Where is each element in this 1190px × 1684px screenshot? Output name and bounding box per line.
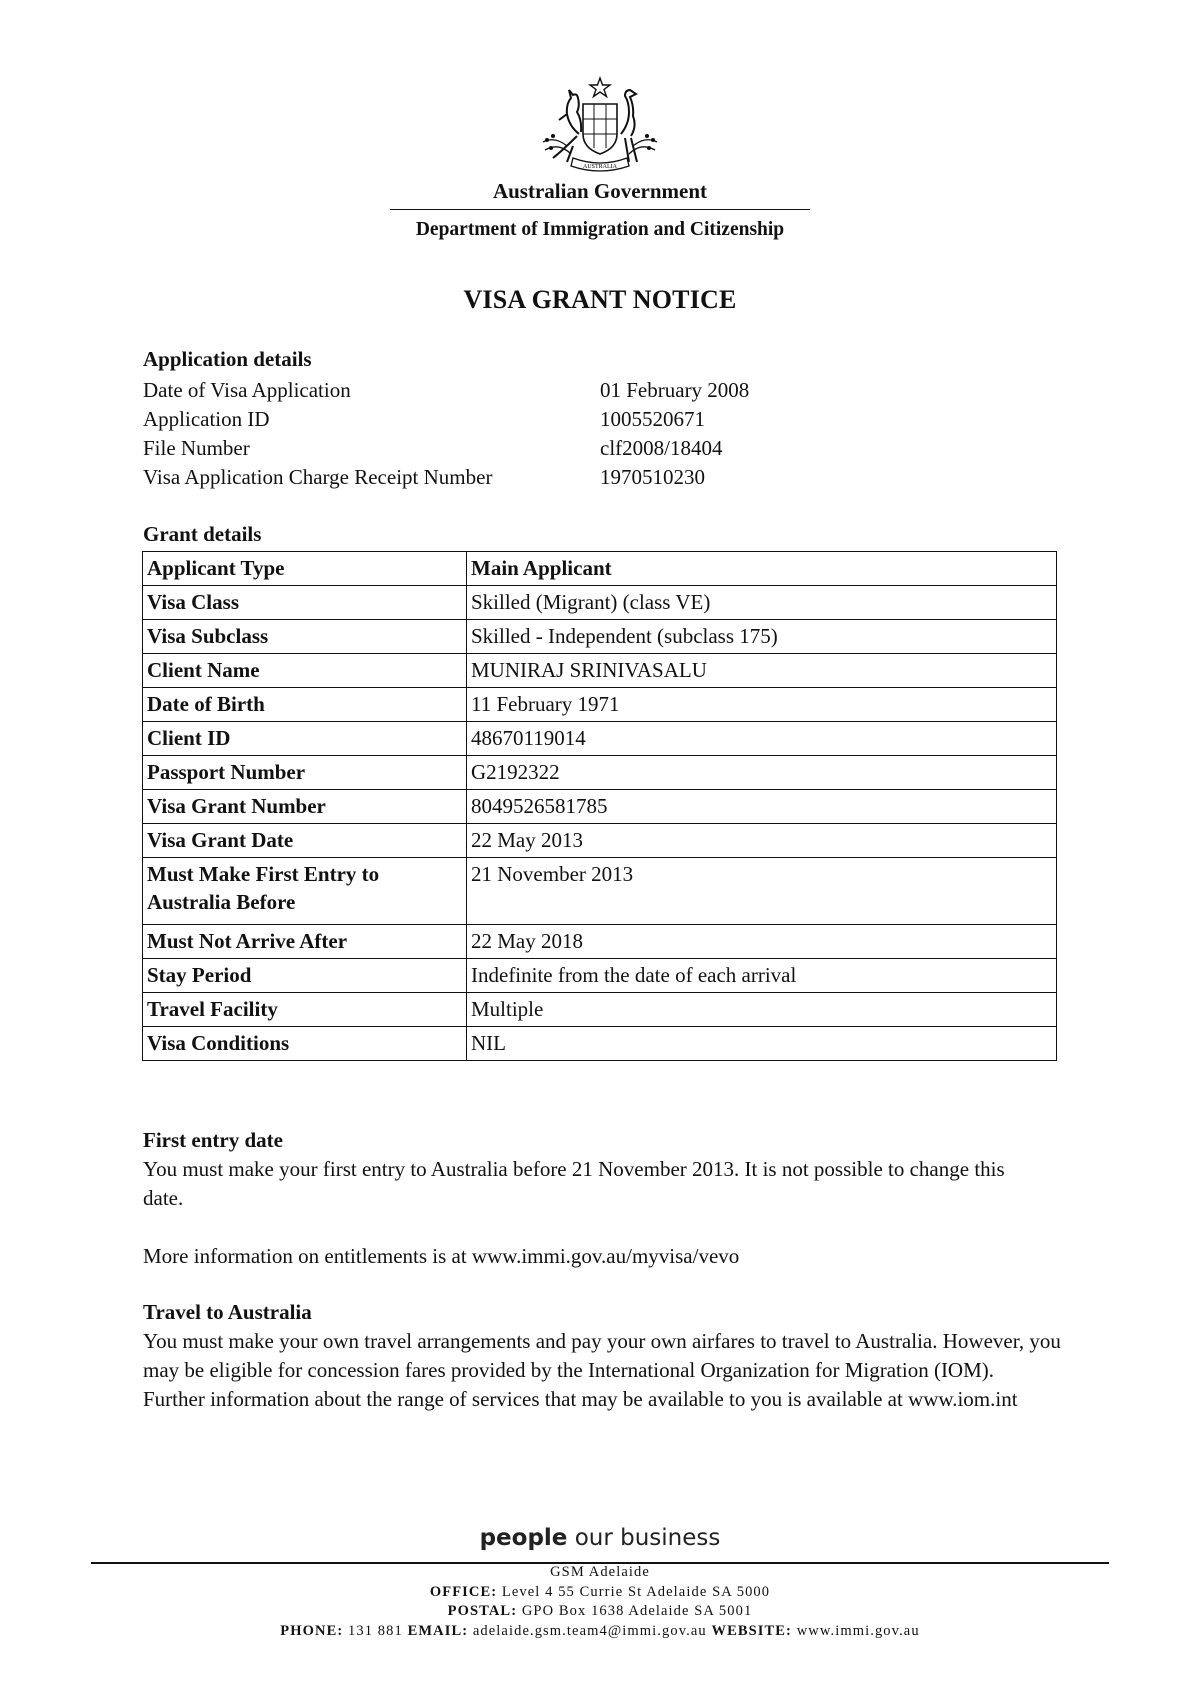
table-cell-label: Client Name bbox=[143, 654, 467, 688]
office-label: OFFICE: bbox=[429, 1583, 498, 1600]
table-cell-label: Passport Number bbox=[143, 756, 467, 790]
list-item bbox=[143, 463, 903, 492]
table-cell-label: Visa Conditions bbox=[143, 1027, 467, 1061]
coat-of-arms-icon bbox=[533, 76, 667, 176]
field-value: 1005520671 bbox=[600, 407, 705, 431]
document-title: VISA GRANT NOTICE bbox=[463, 285, 737, 314]
table-row bbox=[143, 586, 1057, 620]
table-row bbox=[143, 790, 1057, 824]
table-cell-label: Visa Grant Date bbox=[143, 824, 467, 858]
table-row bbox=[143, 756, 1057, 790]
office-value: Level 4 55 Currie St Adelaide SA 5000 bbox=[497, 1583, 771, 1600]
table-cell-value: Main Applicant bbox=[467, 552, 1057, 586]
table-row bbox=[143, 688, 1057, 722]
table-row bbox=[143, 654, 1057, 688]
website-value[interactable]: www.immi.gov.au bbox=[792, 1622, 920, 1639]
table-row bbox=[143, 993, 1057, 1027]
travel-text: You must make your own travel arrangements and pay your own airfares to travel to Australia. However, you may be eligible for concession fares provided by the International Organization for Migration (IOM). Further information about the range of services that may be available to you is available at www.iom.int bbox=[143, 1329, 1061, 1411]
tagline-bold: people bbox=[479, 1525, 568, 1551]
postal-value: GPO Box 1638 Adelaide SA 5001 bbox=[517, 1603, 753, 1619]
email-value[interactable]: adelaide.gsm.team4@immi.gov.au bbox=[468, 1622, 712, 1639]
first-entry-text: You must make your first entry to Australia before 21 November 2013. It is not possible to change this date. bbox=[143, 1157, 1005, 1210]
field-label: File Number bbox=[143, 436, 250, 460]
table-cell-value: 22 May 2018 bbox=[467, 925, 1057, 959]
field-value: 01 February 2008 bbox=[600, 378, 750, 402]
postal-label: POSTAL: bbox=[447, 1603, 518, 1619]
office-name: GSM Adelaide bbox=[550, 1564, 650, 1580]
table-row bbox=[143, 552, 1057, 586]
phone-value: 131 881 bbox=[343, 1622, 408, 1639]
table-row bbox=[143, 722, 1057, 756]
table-cell-label: Client ID bbox=[143, 722, 467, 756]
table-cell-label: Must Not Arrive After bbox=[143, 925, 467, 959]
table-cell-value: MUNIRAJ SRINIVASALU bbox=[467, 654, 1057, 688]
table-row bbox=[143, 620, 1057, 654]
footer-tagline bbox=[390, 1525, 810, 1551]
table-cell-label: Date of Birth bbox=[143, 688, 467, 722]
department-name: Department of Immigration and Citizenship bbox=[415, 219, 785, 240]
contact-line bbox=[150, 1622, 1050, 1642]
table-cell-label: Visa Grant Number bbox=[143, 790, 467, 824]
header-divider bbox=[390, 209, 810, 210]
table-row bbox=[143, 858, 1057, 925]
table-cell-label: Visa Subclass bbox=[143, 620, 467, 654]
table-cell-label: Must Make First Entry to Australia Before bbox=[143, 858, 467, 925]
footer-contact bbox=[150, 1563, 1050, 1641]
more-info-text: More information on entitlements is at www.immi.gov.au/myvisa/vevo bbox=[143, 1244, 740, 1268]
list-item bbox=[143, 434, 903, 463]
list-item bbox=[143, 376, 903, 405]
svg-text:AUSTRALIA: AUSTRALIA bbox=[583, 164, 617, 170]
table-cell-value: 22 May 2013 bbox=[467, 824, 1057, 858]
field-label: Application ID bbox=[143, 407, 270, 431]
table-row bbox=[143, 1027, 1057, 1061]
table-row bbox=[143, 824, 1057, 858]
table-cell-label: Applicant Type bbox=[143, 552, 467, 586]
table-cell-value: G2192322 bbox=[467, 756, 1057, 790]
table-cell-value: 11 February 1971 bbox=[467, 688, 1057, 722]
table-row bbox=[143, 925, 1057, 959]
application-details-list bbox=[143, 376, 903, 492]
grant-details-table bbox=[142, 551, 1057, 1061]
table-cell-value: NIL bbox=[467, 1027, 1057, 1061]
website-label: WEBSITE: bbox=[711, 1622, 792, 1639]
field-label: Date of Visa Application bbox=[143, 378, 351, 402]
field-label: Visa Application Charge Receipt Number bbox=[143, 465, 493, 489]
table-cell-label: Visa Class bbox=[143, 586, 467, 620]
field-value: clf2008/18404 bbox=[600, 436, 723, 460]
table-cell-value: 48670119014 bbox=[467, 722, 1057, 756]
table-cell-value: Multiple bbox=[467, 993, 1057, 1027]
phone-label: PHONE: bbox=[280, 1622, 344, 1639]
table-cell-label: Stay Period bbox=[143, 959, 467, 993]
office-address bbox=[150, 1583, 1050, 1603]
table-cell-label: Travel Facility bbox=[143, 993, 467, 1027]
grant-details-heading: Grant details bbox=[143, 522, 262, 546]
field-value: 1970510230 bbox=[600, 465, 705, 489]
application-details-heading: Application details bbox=[143, 347, 312, 371]
table-row bbox=[143, 959, 1057, 993]
list-item bbox=[143, 405, 903, 434]
table-cell-value: 21 November 2013 bbox=[467, 858, 1057, 925]
table-cell-value: Indefinite from the date of each arrival bbox=[467, 959, 1057, 993]
tagline-rest: our business bbox=[567, 1525, 721, 1551]
postal-address bbox=[150, 1602, 1050, 1622]
government-name: Australian Government bbox=[492, 179, 708, 203]
table-cell-value: 8049526581785 bbox=[467, 790, 1057, 824]
first-entry-heading: First entry date bbox=[143, 1128, 283, 1152]
table-cell-value: Skilled - Independent (subclass 175) bbox=[467, 620, 1057, 654]
table-cell-value: Skilled (Migrant) (class VE) bbox=[467, 586, 1057, 620]
travel-heading: Travel to Australia bbox=[143, 1300, 312, 1324]
email-label: EMAIL: bbox=[407, 1622, 469, 1639]
